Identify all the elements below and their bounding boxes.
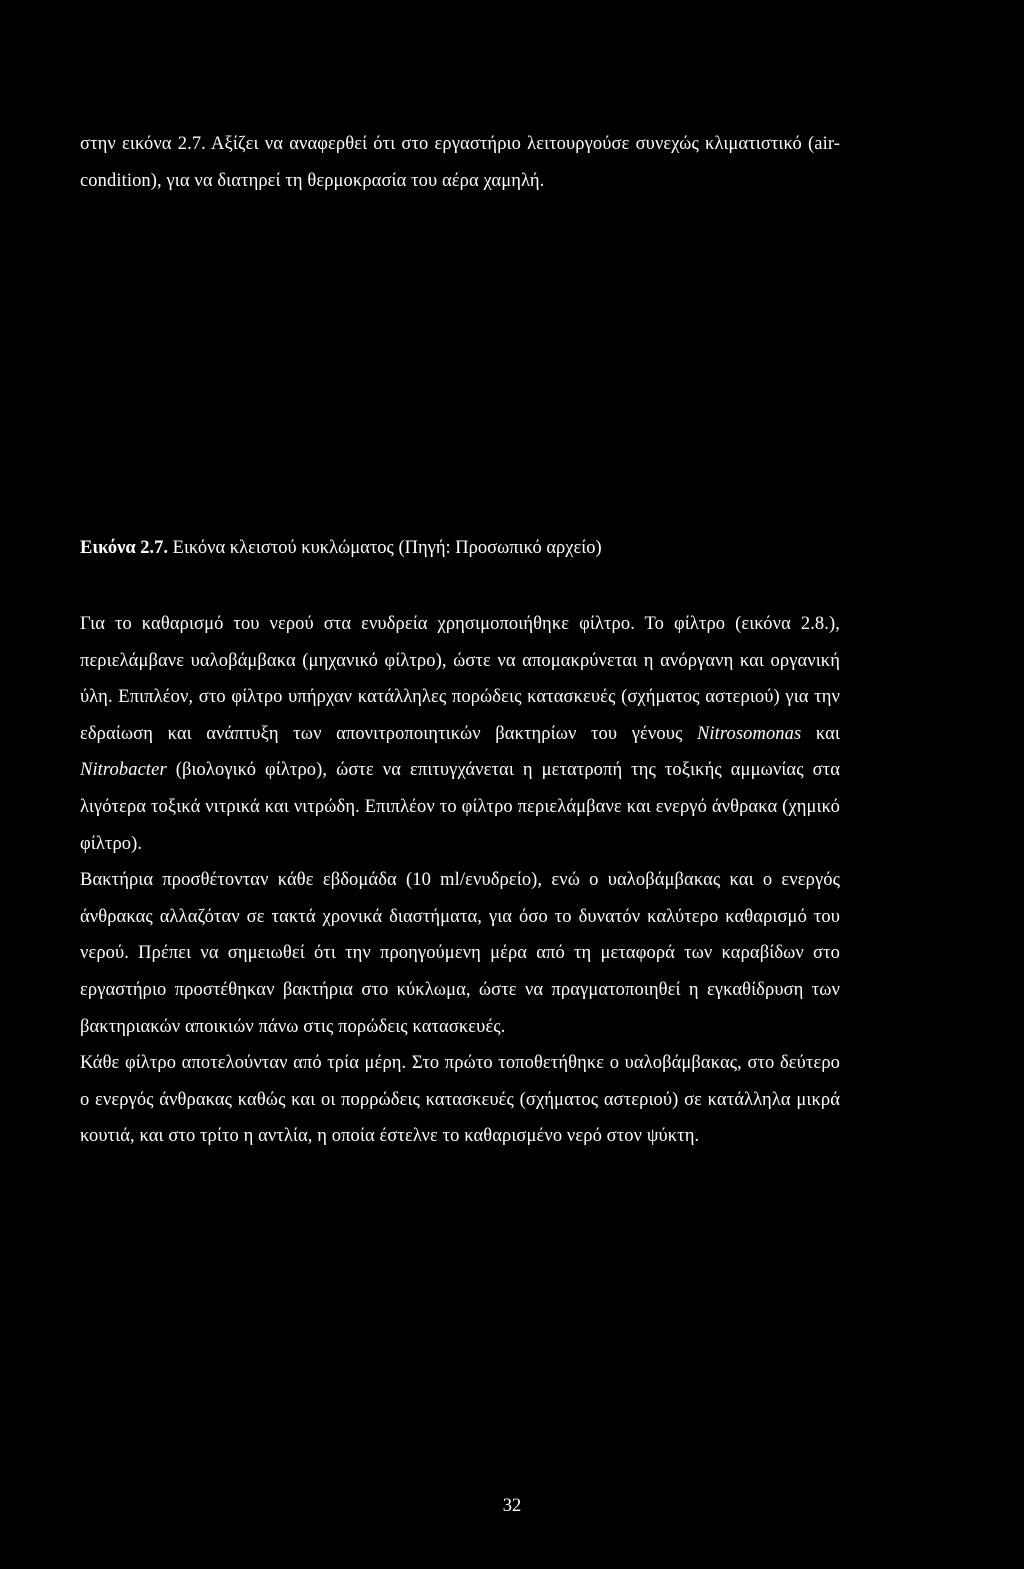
paragraph-filter-description (80, 606, 840, 862)
intro-paragraph (80, 126, 840, 199)
figure-caption-label: Εικόνα 2.7. (80, 538, 169, 558)
paragraph-bacteria-addition: Βακτήρια προσθέτονταν κάθε εβδομάδα (10 ml/ενυδρείο), ενώ ο υαλοβάμβακας και ο ενεργός άνθρακας αλλαζόταν σε τακτά χρονικά διαστήματα, για όσο το δυνατόν καλύτερο καθαρισμό του νερού. Πρέπει να σημειωθεί ότι την προηγούμενη μέρα από τη μεταφορά των καραβίδων στο εργαστήριο προστέθηκαν βακτήρια στο κύκλωμα, ώστε να πραγματοποιηθεί η εγκαθίδρυση των βακτηριακών αποικιών πάνω στις πορώδεις κατασκευές. (80, 870, 840, 1037)
paragraph-1-part-1: Για το καθαρισμό του νερού στα ενυδρεία χρησιμοποιήθηκε φίλτρο. Το φίλτρο (εικόνα 2.8.), περιελάμβανε υαλοβάμβακα (μηχανικό φίλτρο), ώστε να απομακρύνεται η ανόργανη και οργανική ύλη. Επιπλέον, στο φίλτρο υπήρχαν κατάλληλες πορώδεις κατασκευές (σχήματος αστεριού) για την εδραίωση και ανάπτυξη των απονιτροποιητικών βακτηρίων του γένους (80, 614, 840, 744)
paragraph-1-part-2: και (801, 723, 840, 744)
paragraph-1-part-3: (βιολογικό φίλτρο), ώστε να επιτυγχάνεται η μετατροπή της τοξικής αμμωνίας στα λιγότερα τοξικά νιτρικά και νιτρώδη. Επιπλέον το φίλτρο περιελάμβανε και ενεργό άνθρακα (χημικό φίλτρο). (80, 760, 840, 854)
genus-nitrobacter: Nitrobacter (80, 760, 167, 781)
body-text-block (80, 606, 840, 1155)
intro-text: στην εικόνα 2.7. Αξίζει να αναφερθεί ότι στο εργαστήριο λειτουργούσε συνεχώς κλιματιστικό (air-condition), για να διατηρεί τη θερμοκρασία του αέρα χαμηλή. (80, 134, 840, 191)
paragraph-filter-parts: Κάθε φίλτρο αποτελούνταν από τρία μέρη. Στο πρώτο τοποθετήθηκε ο υαλοβάμβακας, στο δεύτερο ο ενεργός άνθρακας καθώς και οι πορρώδεις κατασκευές (σχήματος αστεριού) σε κατάλληλα μικρά κουτιά, και στο τρίτο η αντλία, η οποία έστελνε το καθαρισμένο νερό στον ψύκτη. (80, 1053, 840, 1147)
genus-nitrosomonas: Nitrosomonas (696, 723, 802, 744)
figure-caption-text: Εικόνα κλειστού κυκλώματος (Πηγή: Προσωπικό αρχείο) (168, 538, 602, 558)
figure-caption (80, 534, 602, 562)
page-number: 32 (502, 1496, 522, 1516)
